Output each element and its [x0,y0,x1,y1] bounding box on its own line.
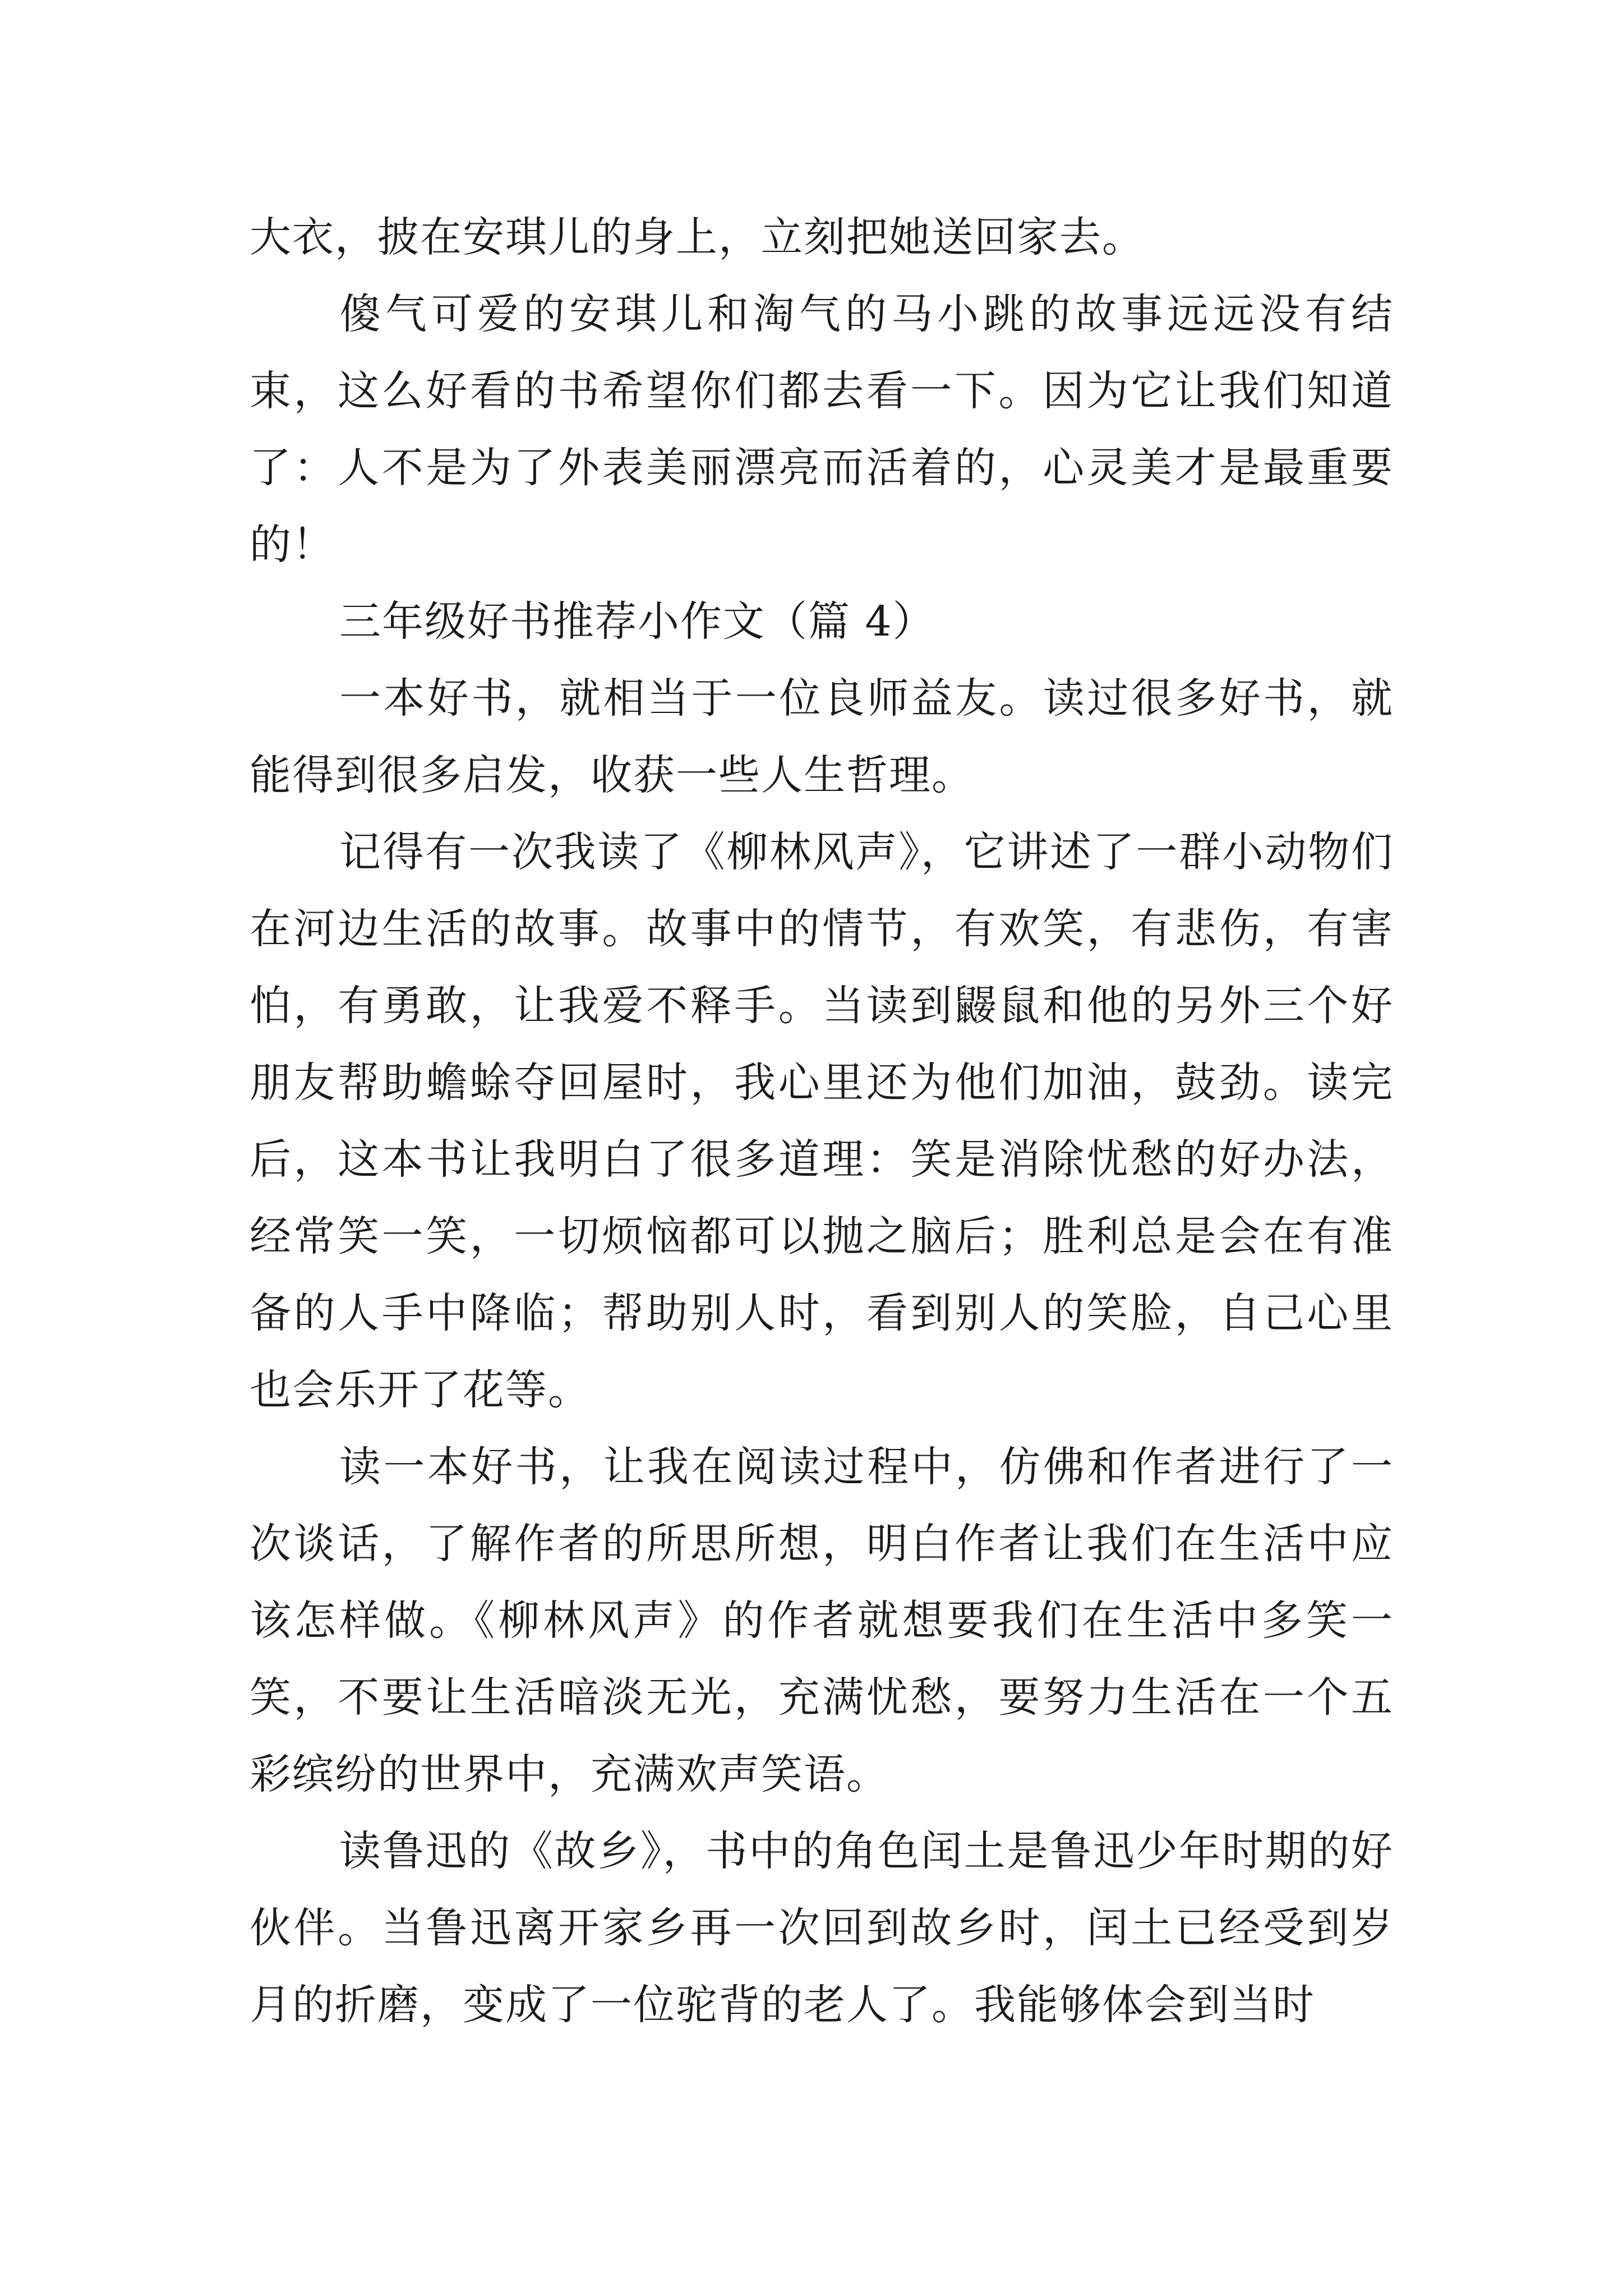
paragraph-wind-in-willows: 记得有一次我读了《柳林风声》，它讲述了一群小动物们在河边生活的故事。故事中的情节，有欢笑，有悲伤，有害怕，有勇敢，让我爱不释手。当读到鼹鼠和他的另外三个好朋友帮助蟾蜍夺回屋时，我心里还为他们加油，鼓劲。读完后，这本书让我明白了很多道理：笑是消除忧愁的好办法，经常笑一笑，一切烦恼都可以抛之脑后；胜利总是会在有准备的人手中降临；帮助别人时，看到别人的笑脸，自己心里也会乐开了花等。 [250,828,1394,1414]
paragraph-continuation: 大衣，披在安琪儿的身上，立刻把她送回家去。 [250,213,1145,261]
body-text [250,199,1394,2044]
section-heading: 三年级好书推荐小作文（篇 4） [339,597,935,646]
paragraph-reflection: 读一本好书，让我在阅读过程中，仿佛和作者进行了一次谈话，了解作者的所思所想，明白作者让我们在生活中应该怎样做。《柳林风声》的作者就想要我们在生活中多笑一笑，不要让生活暗淡无光，充满忧愁，要努力生活在一个五彩缤纷的世界中，充满欢声笑语。 [250,1443,1394,1798]
paragraph-conclusion: 傻气可爱的安琪儿和淘气的马小跳的故事远远没有结束，这么好看的书希望你们都去看一下。因为它让我们知道了：人不是为了外表美丽漂亮而活着的，心灵美才是最重要的！ [250,290,1394,569]
paragraph-intro: 一本好书，就相当于一位良师益友。读过很多好书，就能得到很多启发，收获一些人生哲理。 [250,674,1394,799]
paragraph-hometown: 读鲁迅的《故乡》，书中的角色闰土是鲁迅少年时期的好伙伴。当鲁迅离开家乡再一次回到故乡时，闰土已经受到岁月的折磨，变成了一位驼背的老人了。我能够体会到当时 [250,1827,1394,2029]
